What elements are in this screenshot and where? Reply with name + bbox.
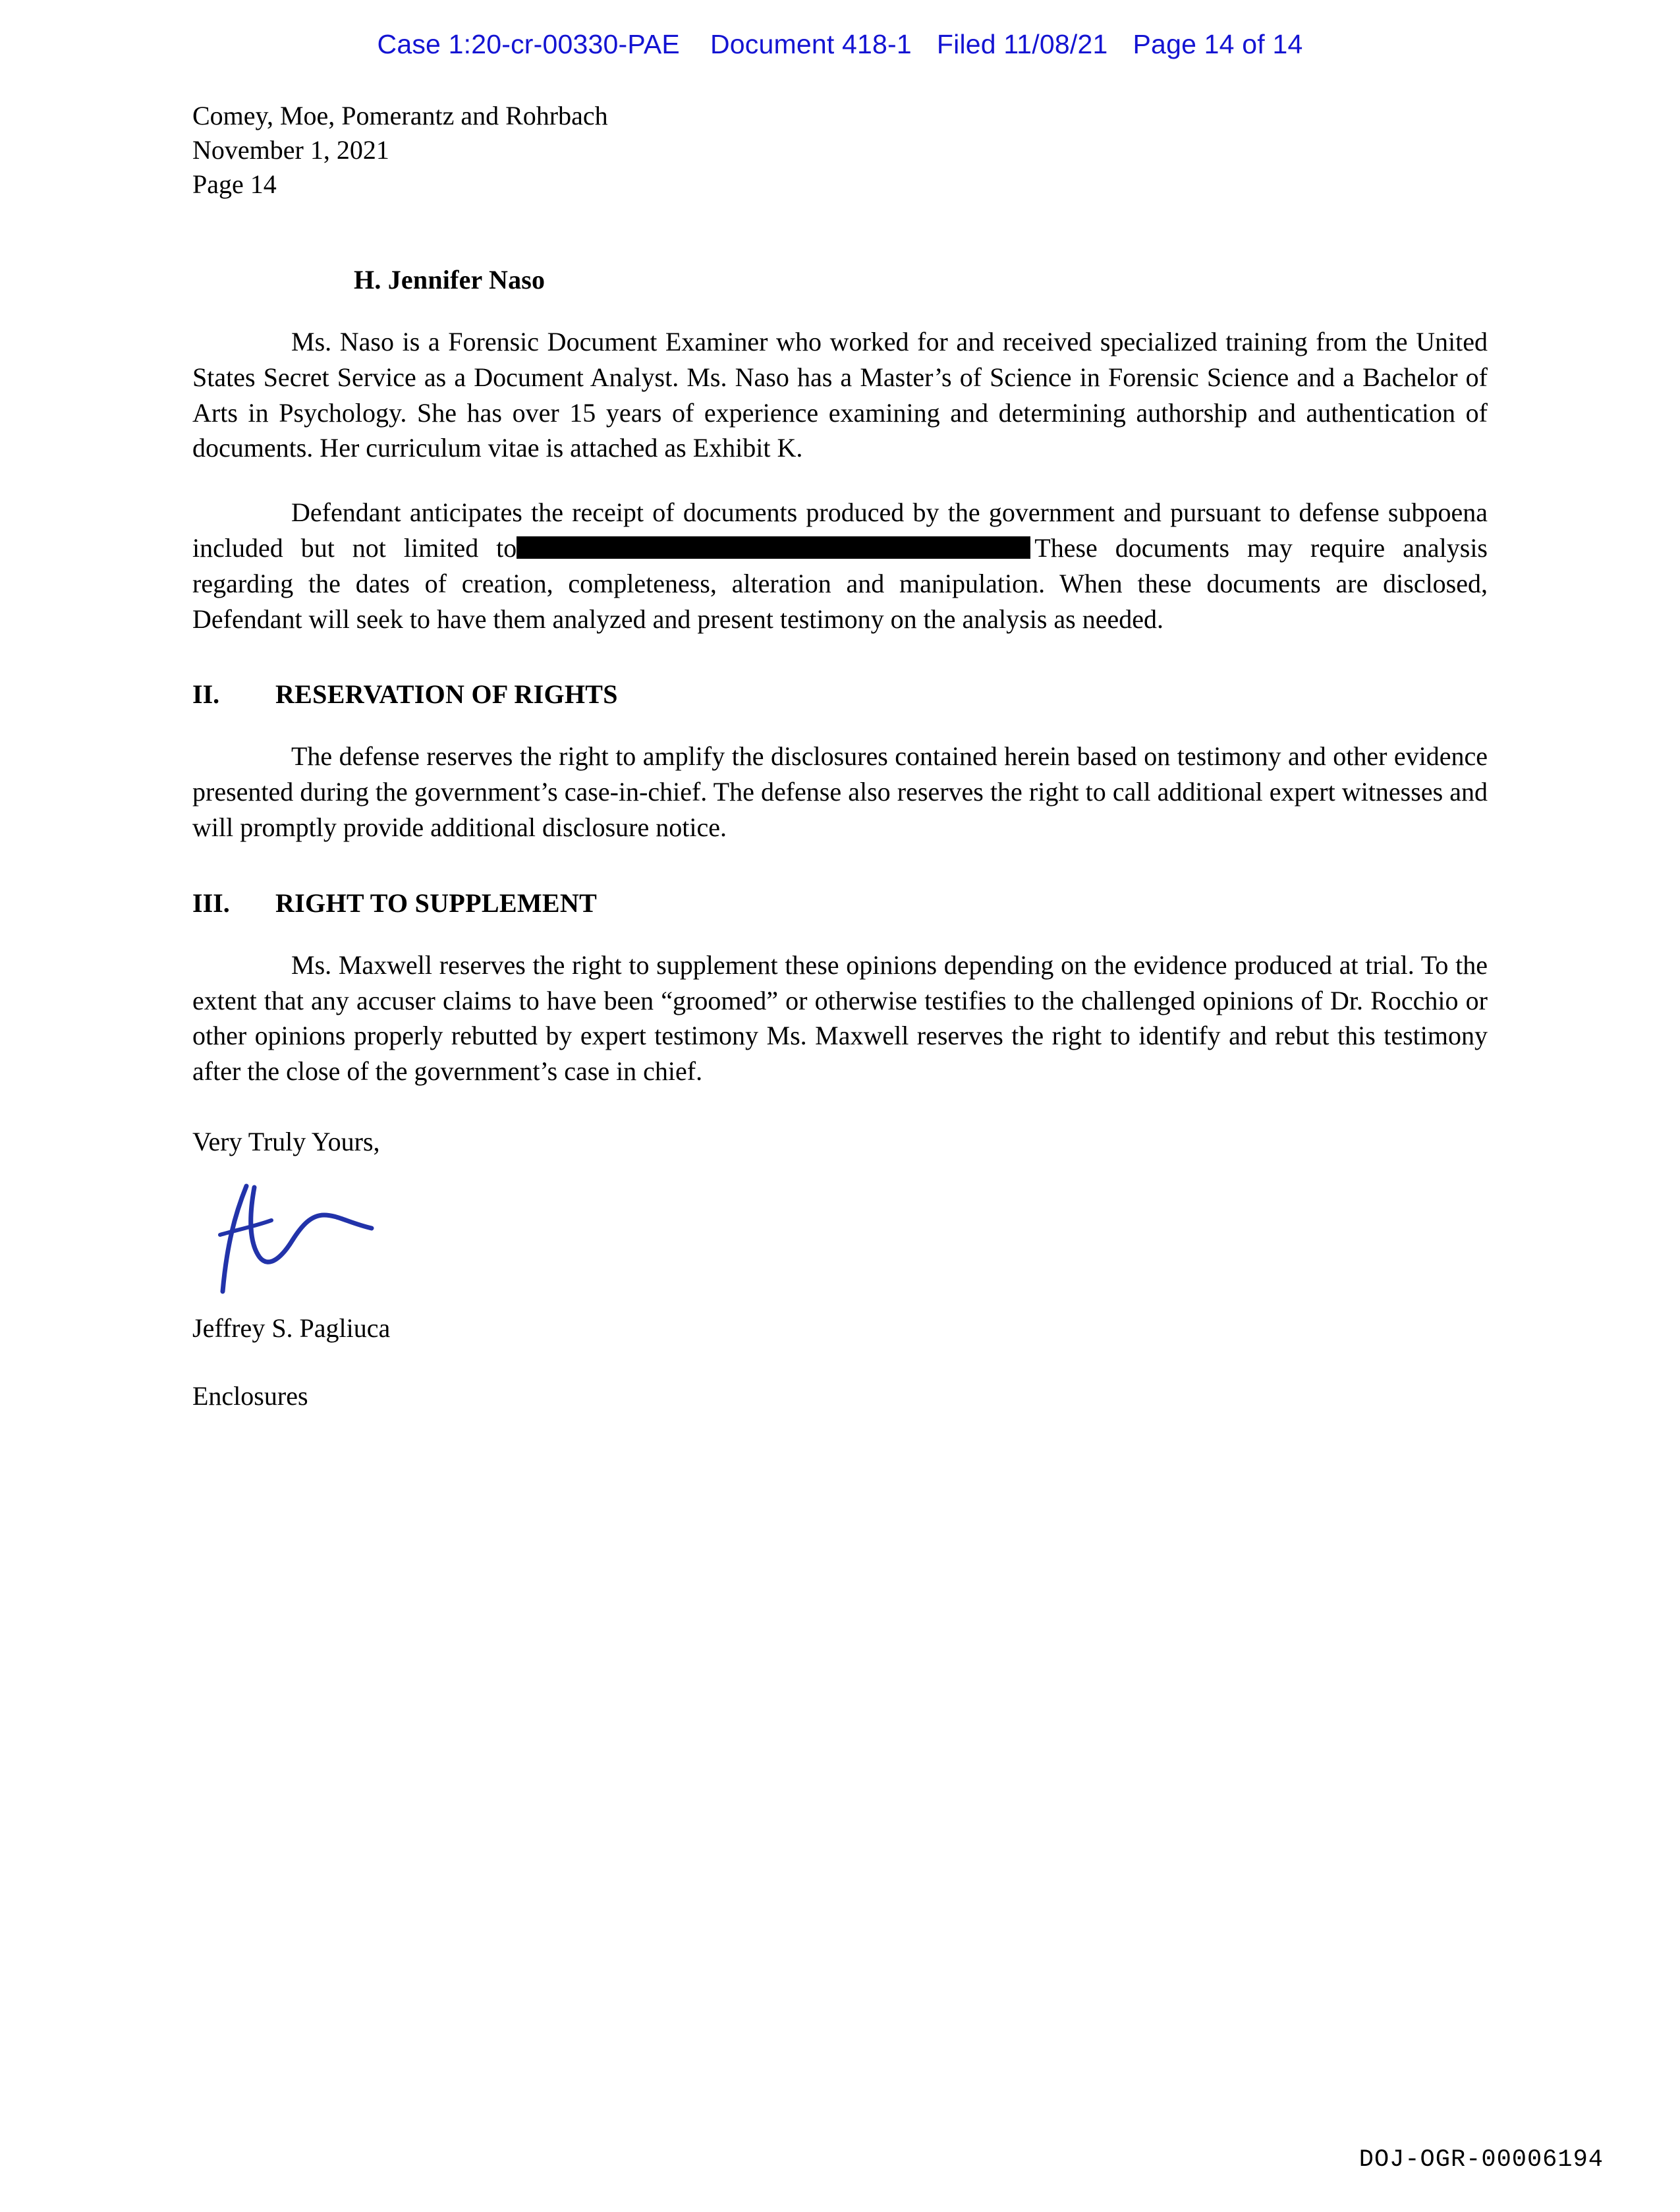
expert-paragraph-2 bbox=[192, 495, 1488, 637]
letterhead-block bbox=[192, 99, 1488, 202]
handwritten-signature-icon bbox=[208, 1174, 485, 1306]
expert-paragraph-2-after: These documents may require analysis regarding the dates of creation, completeness, alteration and manipulation. When these documents are disclosed, Defendant will seek to have them analyzed and present testimony on the analysis as needed. bbox=[192, 532, 1488, 634]
section-iii-heading bbox=[192, 888, 1488, 919]
letterhead-date: November 1, 2021 bbox=[192, 135, 389, 165]
section-iii-number: III. bbox=[192, 888, 230, 918]
expert-paragraph-1: Ms. Naso is a Forensic Document Examiner who worked for and received specialized training from the United States Secret Service as a Document Analyst. Ms. Naso has a Master’s of Science in Forensic Science and a Bachelor of Arts in Psychology. She has over 15 years of experience examining and determining authorship and authentication of documents. Her curriculum vitae is attached as Exhibit K. bbox=[192, 327, 1488, 463]
ecf-page-number: Page 14 of 14 bbox=[1133, 29, 1303, 59]
enclosures-label: Enclosures bbox=[192, 1380, 308, 1411]
letter-body bbox=[192, 99, 1488, 1411]
ecf-stamp-header bbox=[0, 29, 1680, 60]
bates-number: DOJ-OGR-00006194 bbox=[1358, 2146, 1604, 2174]
section-ii-title: RESERVATION OF RIGHTS bbox=[275, 679, 618, 710]
section-ii-paragraph: The defense reserves the right to amplify the disclosures contained herein based on testimony and other evidence presented during the government’s case-in-chief. The defense also reserves the right to call additional expert witnesses and will promptly provide additional disclosure notice. bbox=[192, 741, 1488, 842]
section-iii-title: RIGHT TO SUPPLEMENT bbox=[275, 888, 598, 918]
ecf-document-number: Document 418-1 bbox=[710, 29, 912, 59]
ecf-filed-date: Filed 11/08/21 bbox=[936, 29, 1108, 59]
section-iii-paragraph: Ms. Maxwell reserves the right to supplement these opinions depending on the evidence produced at trial. To the extent that any accuser claims to have been “groomed” or otherwise testifies to the challenged opinions of Dr. Rocchio or other opinions properly rebutted by expert testimony Ms. Maxwell reserves the right to identify and rebut this testimony after the close of the government’s case in chief. bbox=[192, 950, 1488, 1087]
redaction-bar bbox=[517, 536, 1030, 559]
section-ii-number: II. bbox=[192, 679, 220, 710]
expert-paragraph-2-before: Defendant anticipates the receipt of documents produced by the government and pursuant to defense subpoena included but not limited to bbox=[192, 497, 1488, 563]
expert-section-heading: H. Jennifer Naso bbox=[354, 265, 546, 295]
signature-name: Jeffrey S. Pagliuca bbox=[192, 1313, 391, 1343]
signature-area bbox=[192, 1174, 1488, 1313]
closing-salutation: Very Truly Yours, bbox=[192, 1126, 380, 1156]
letterhead-page-label: Page 14 bbox=[192, 169, 277, 199]
ecf-case-number: Case 1:20-cr-00330-PAE bbox=[377, 29, 680, 59]
section-ii-heading bbox=[192, 679, 1488, 710]
letterhead-recipients: Comey, Moe, Pomerantz and Rohrbach bbox=[192, 101, 608, 130]
